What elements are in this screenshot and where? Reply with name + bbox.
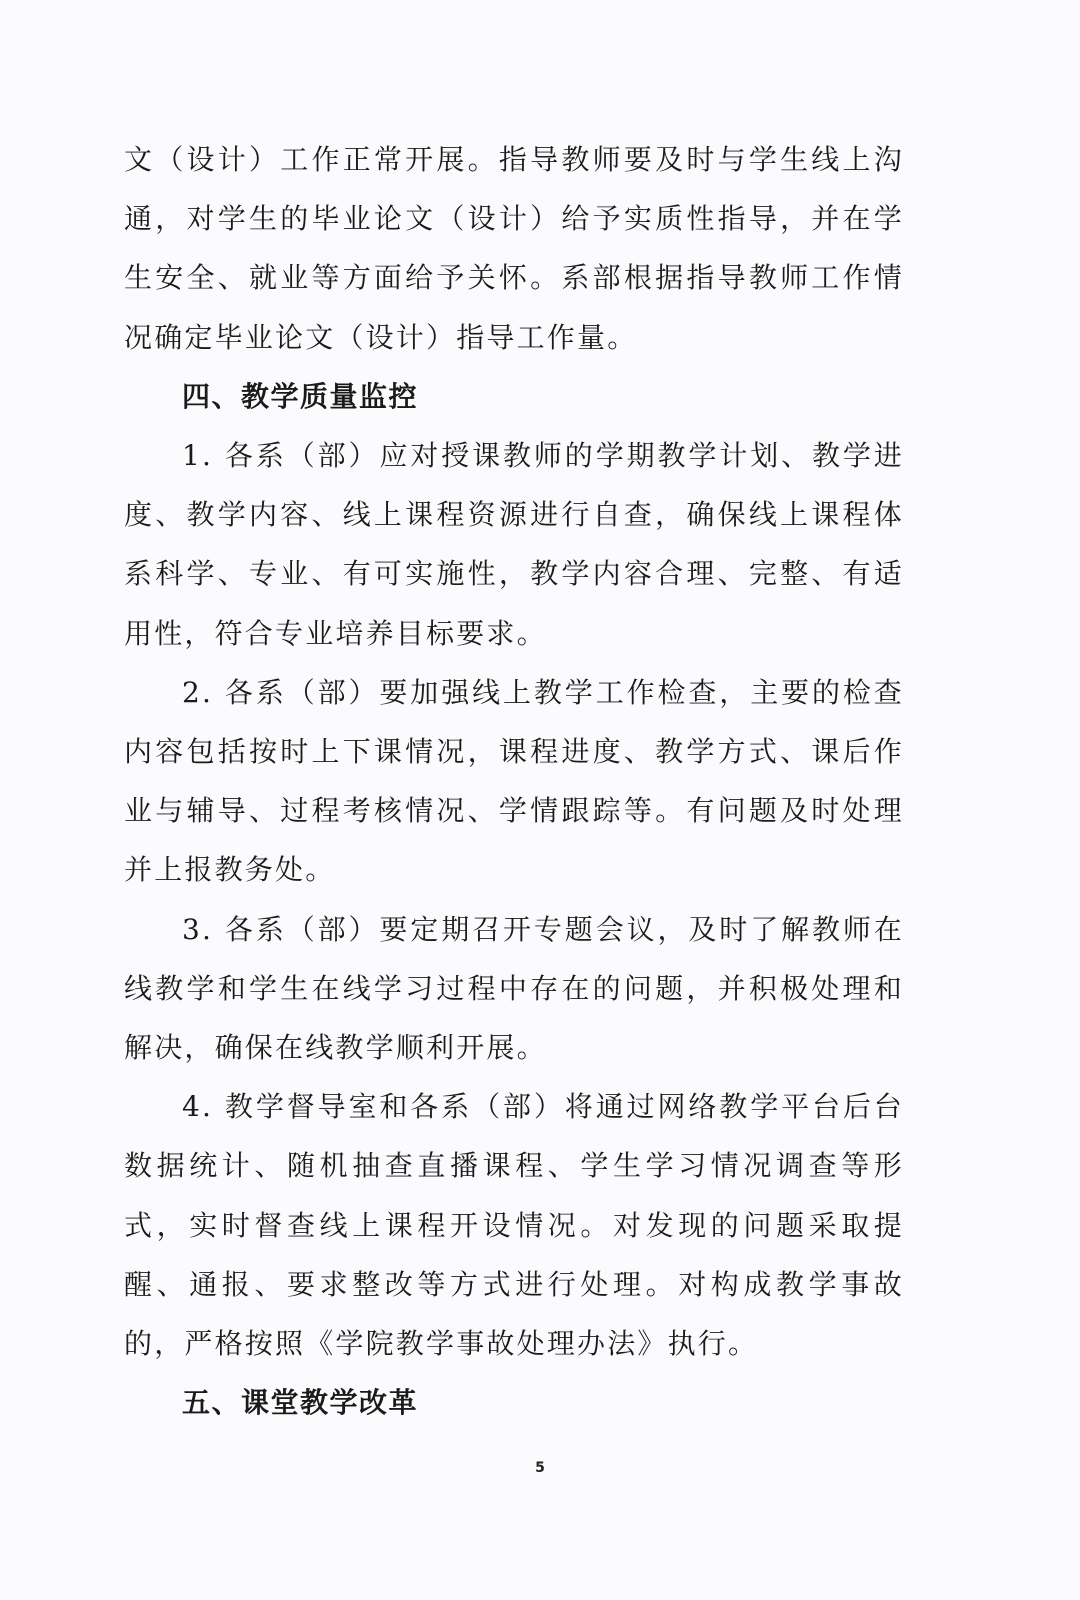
section-4-item-3: 3. 各系（部）要定期召开专题会议，及时了解教师在线教学和学生在线学习过程中存在的问题，并积极处理和解决，确保在线教学顺利开展。: [124, 912, 904, 1065]
section-4-item-4: 4. 教学督导室和各系（部）将通过网络教学平台后台数据统计、随机抽查直播课程、学生学习情况调查等形式，实时督查线上课程开设情况。对发现的问题采取提醒、通报、要求整改等方式进行处理。对构成教学事故的，严格按照《学院教学事故处理办法》执行。: [124, 1090, 904, 1361]
page-number: 5: [535, 1460, 545, 1476]
continuation-paragraph: 文（设计）工作正常开展。指导教师要及时与学生线上沟通，对学生的毕业论文（设计）给予实质性指导，并在学生安全、就业等方面给予关怀。系部根据指导教师工作情况确定毕业论文（设计）指导工作量。: [124, 143, 904, 354]
section-4-heading: 四、教学质量监控: [182, 379, 419, 413]
document-body: [124, 130, 904, 1432]
section-4-item-1: 1. 各系（部）应对授课教师的学期教学计划、教学进度、教学内容、线上课程资源进行自查，确保线上课程体系科学、专业、有可实施性，教学内容合理、完整、有适用性，符合专业培养目标要求。: [124, 439, 904, 650]
section-5-heading: 五、课堂教学改革: [182, 1386, 419, 1420]
section-4-item-2: 2. 各系（部）要加强线上教学工作检查，主要的检查内容包括按时上下课情况，课程进度、教学方式、课后作业与辅导、过程考核情况、学情跟踪等。有问题及时处理并上报教务处。: [124, 675, 904, 887]
